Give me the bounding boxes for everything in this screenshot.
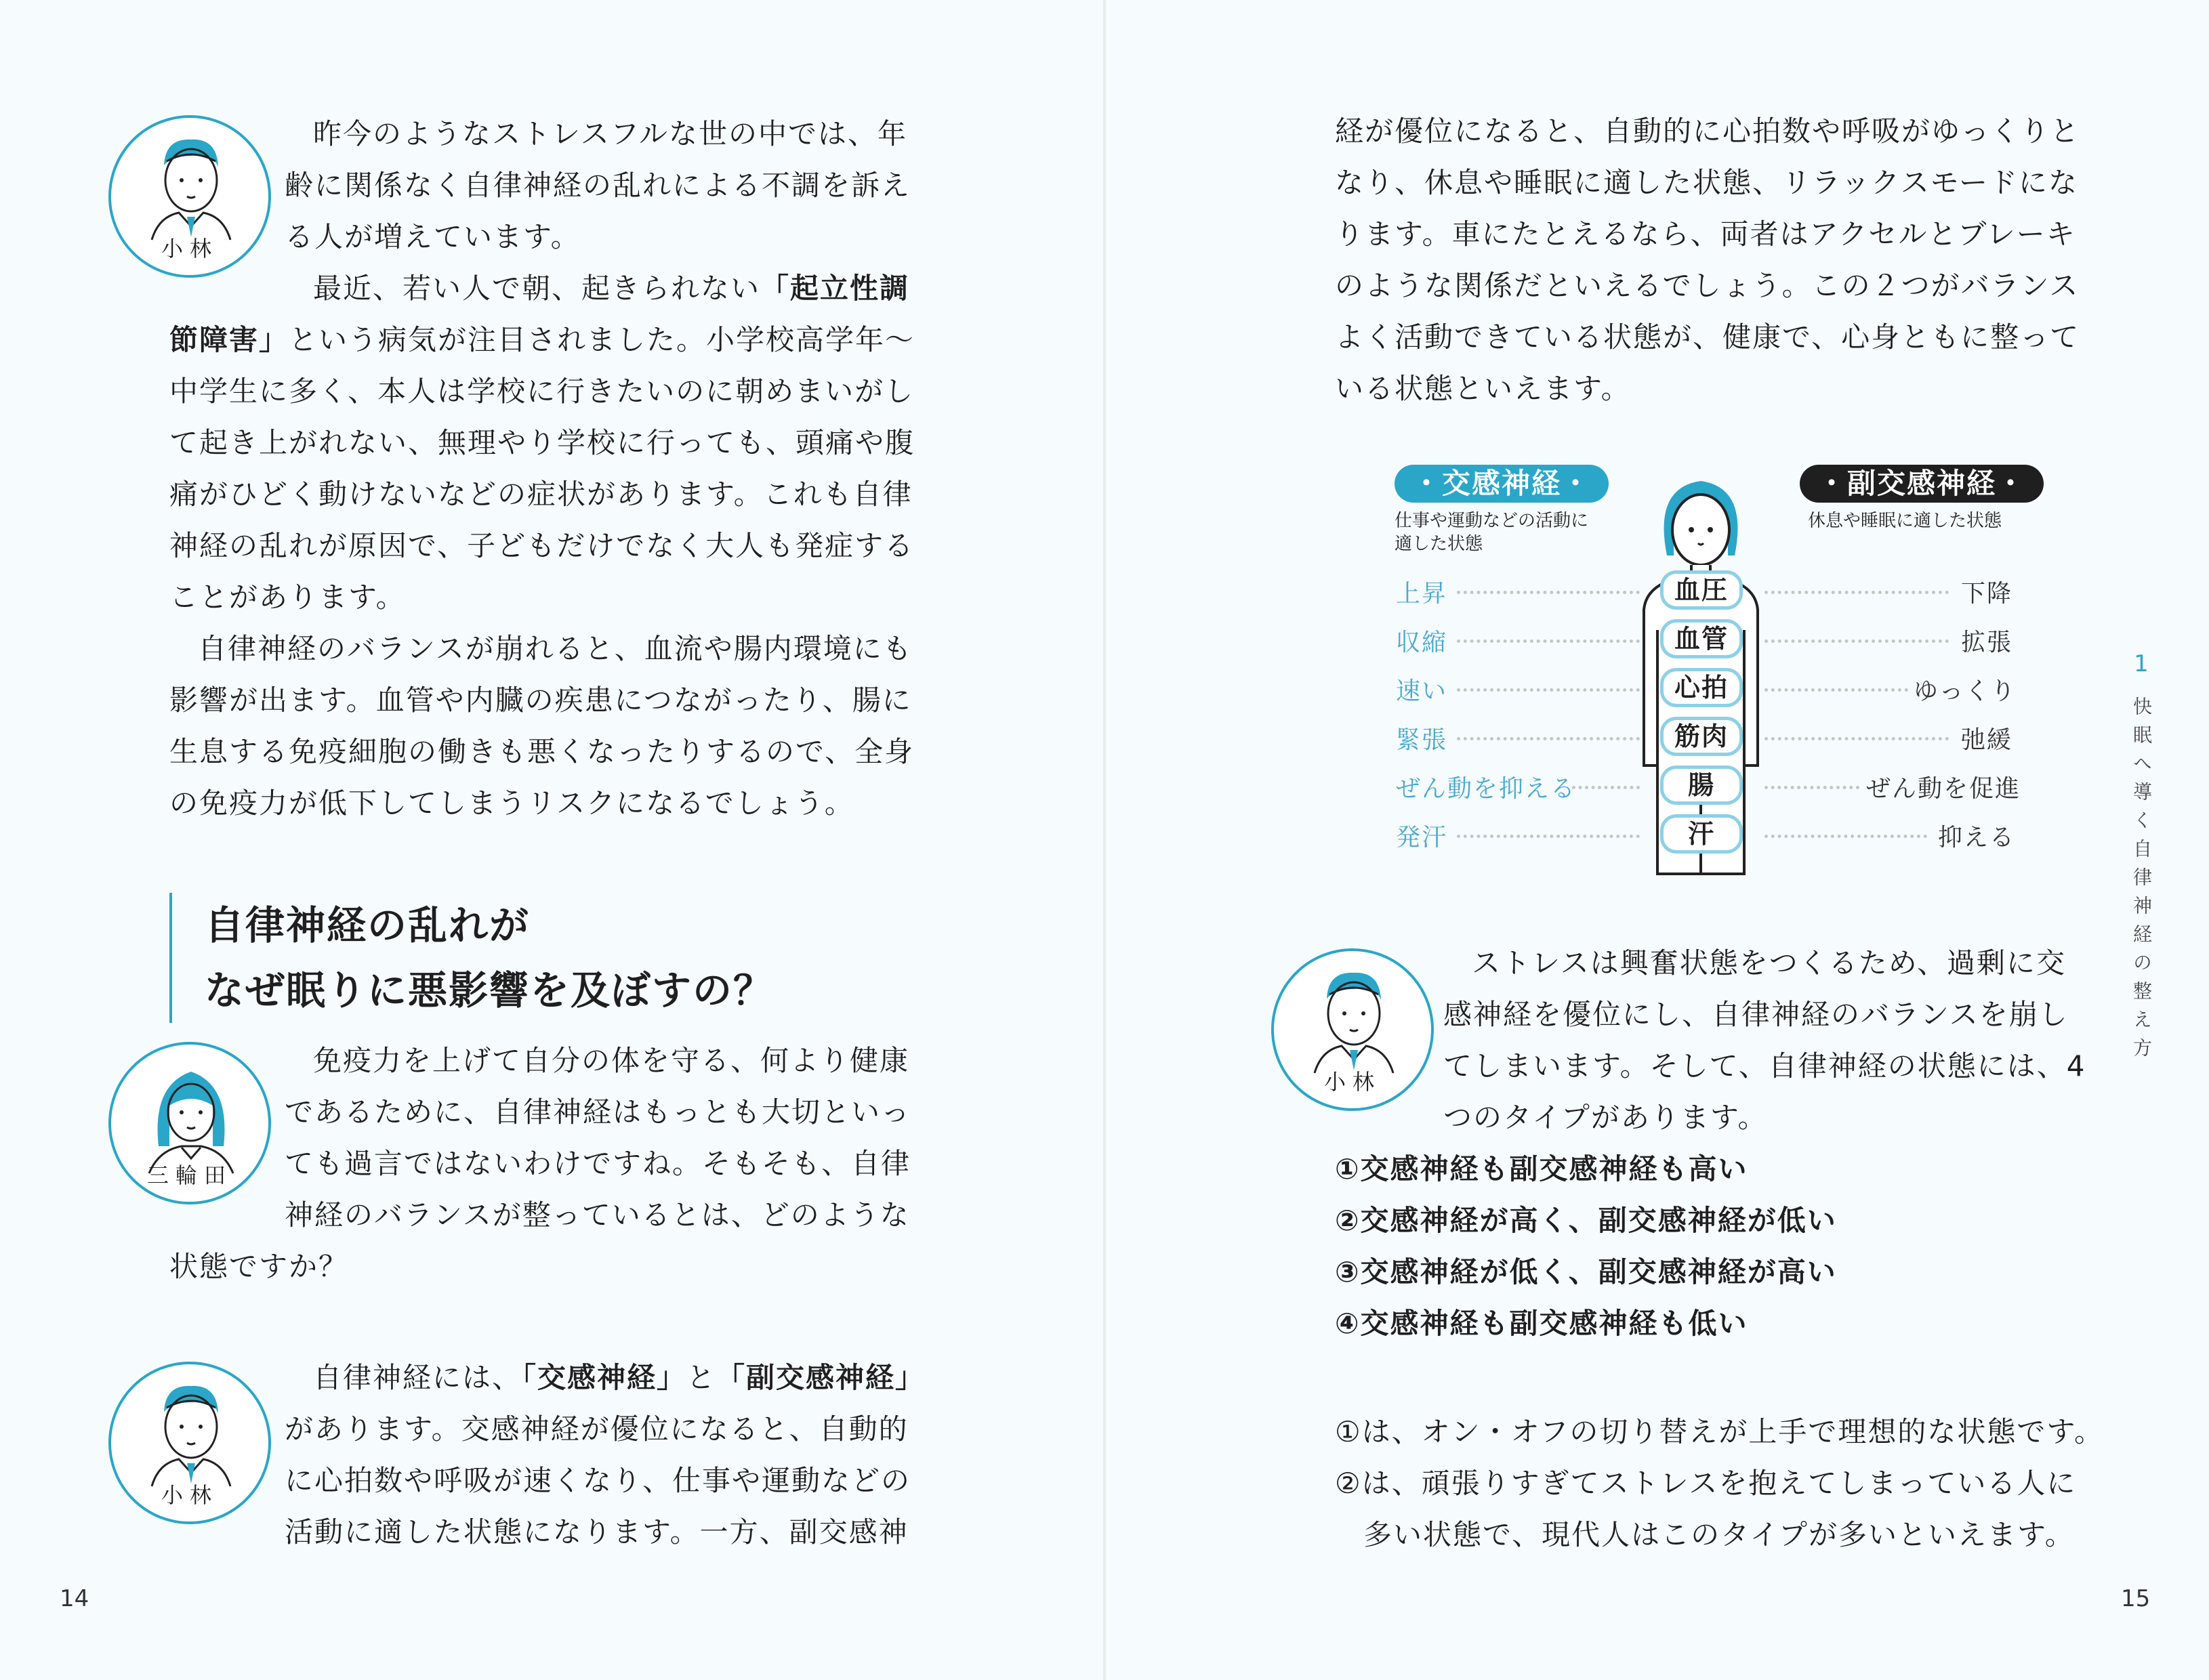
- question-paragraph: 免疫力を上げて自分の体を守る、何より健康 であるために、自律神経はもっとも大切といっ ても過言ではないわけですね。そもそも、自律 神経のバランスが整っているとは、どのような: [285, 1044, 911, 1232]
- sympathetic-effect: 発汗: [1396, 824, 1448, 852]
- organ-label: 汗: [1660, 814, 1743, 854]
- avatar-kobayashi: [1271, 948, 1434, 1111]
- organ-label: 血管: [1660, 619, 1743, 658]
- intro-paragraph: 昨今のようなストレスフルな世の中では、年 齢に関係なく自律神経の乱れによる不調を訴え る人が増えています。 最近、若い人で朝、起きられない「起立性調: [285, 117, 911, 305]
- dotted-leader: [1764, 688, 1908, 692]
- dotted-leader: [1764, 639, 1949, 643]
- dotted-leader: [1764, 835, 1927, 838]
- speaker-name: 小林: [1323, 1069, 1381, 1095]
- sympathetic-effect: 緊張: [1396, 726, 1448, 754]
- chapter-side-tab: [2128, 650, 2155, 1069]
- dotted-leader: [1457, 835, 1640, 838]
- sympathetic-effect: 速い: [1396, 677, 1448, 705]
- parasympathetic-note: 休息や睡眠に適した状態: [1808, 511, 2002, 531]
- dotted-leader: [1457, 737, 1640, 740]
- sympathetic-note: 仕事や運動などの活動に 適した状態: [1395, 511, 1589, 554]
- book-spine: [1103, 0, 1106, 1680]
- type-list-item: ③交感神経が低く、副交感神経が高い: [1335, 1255, 1837, 1288]
- parasympathetic-effect: 拡張: [1961, 629, 2013, 656]
- avatar-kobayashi: [108, 1362, 271, 1524]
- question-paragraph-end: 状態ですか？: [169, 1250, 349, 1283]
- speaker-name: 三輪田: [146, 1162, 232, 1188]
- type-list-item: ①交感神経も副交感神経も高い: [1335, 1152, 1748, 1185]
- speaker-name: 小林: [161, 236, 218, 261]
- parasympathetic-effect: ゆっくり: [1914, 677, 2017, 705]
- dotted-leader: [1764, 786, 1859, 789]
- sympathetic-title: ・交感神経・: [1395, 465, 1609, 503]
- answer-paragraph: 自律神経には、「交感神経」と「副交感神経」 があります。交感神経が優位になると、自動的 に心拍数や呼吸が速くなり、仕事や運動などの 活動に適した状態になります。一方、副交感神: [285, 1361, 926, 1549]
- parasympathetic-title: ・副交感神経・: [1800, 465, 2044, 503]
- sympathetic-effect: 上昇: [1396, 580, 1448, 608]
- dotted-leader: [1764, 737, 1949, 740]
- parasympathetic-effect: 下降: [1961, 580, 2013, 608]
- chapter-title-vertical: 快眠へ導く自律神経の整え方: [2130, 696, 2153, 1066]
- organ-label: 腸: [1660, 765, 1743, 805]
- continued-paragraph: 経が優位になると、自動的に心拍数や呼吸がゆっくりと なり、休息や睡眠に適した状態、リラックスモードにな ります。車にたとえるなら、両者はアクセルとブレーキ のような関係だといえるでしょう。この２つがバランス よく活動できている状態が、健康で、心身ともに整って いる状態といえます。: [1335, 114, 2080, 405]
- dotted-leader: [1764, 591, 1949, 594]
- sympathetic-effect: 収縮: [1396, 629, 1448, 656]
- dotted-leader: [1457, 591, 1640, 594]
- stress-paragraph: ストレスは興奮状態をつくるため、過剰に交 感神経を優位にし、自律神経のバランスを崩し てしまいます。そして、自律神経の状態には、4 つのタイプがあります。: [1443, 946, 2086, 1134]
- parasympathetic-effect: 抑える: [1938, 824, 2016, 852]
- parasympathetic-effect: ぜん動を促進: [1866, 775, 2021, 803]
- dotted-leader: [1457, 688, 1640, 692]
- avatar-miwata: [108, 1042, 271, 1204]
- type-list-item: ②交感神経が高く、副交感神経が低い: [1335, 1204, 1837, 1237]
- section-heading: 自律神経の乱れが なぜ眠りに悪影響を及ぼすの？: [169, 893, 774, 1023]
- explanation-paragraph: ①は、オン・オフの切り替えが上手で理想的な状態です。 ②は、頑張りすぎてストレスを抱えてしまっている人に 多い状態で、現代人はこのタイプが多いといえます。: [1335, 1415, 2105, 1551]
- chapter-number: 1: [2134, 650, 2149, 677]
- type-list-item: ④交感神経も副交感神経も低い: [1335, 1307, 1748, 1340]
- dysautonomia-paragraph: 節障害」という病気が注目されました。小学校高学年〜 中学生に多く、本人は学校に行きたいのに朝めまいがし て起き上がれない、無理やり学校に行っても、頭痛や腹 痛がひどく動けないなどの症状があります。これも自律 神経の乱れが原因で、子どもだけでなく大人も発症する ことがあります。 自律神経のバランスが崩れると、血流や腸内環境にも 影響が出ます。血管や内臓の疾患につながったり、腸に 生息する免疫細胞の働きも悪くなったりするので、全身 の免疫力が低下してしまうリスクになるでしょう。: [169, 323, 915, 820]
- page-number-left: 14: [60, 1585, 89, 1612]
- organ-label: 血圧: [1660, 570, 1743, 610]
- speaker-name: 小林: [161, 1482, 218, 1508]
- organ-label: 筋肉: [1660, 717, 1743, 756]
- avatar-kobayashi: [108, 115, 271, 278]
- dotted-leader: [1457, 639, 1640, 643]
- sympathetic-effect: ぜん動を抑える: [1396, 775, 1577, 803]
- page-number-right: 15: [2121, 1585, 2151, 1612]
- dotted-leader: [1572, 786, 1640, 789]
- organ-label: 心拍: [1660, 668, 1743, 707]
- parasympathetic-effect: 弛緩: [1961, 726, 2013, 754]
